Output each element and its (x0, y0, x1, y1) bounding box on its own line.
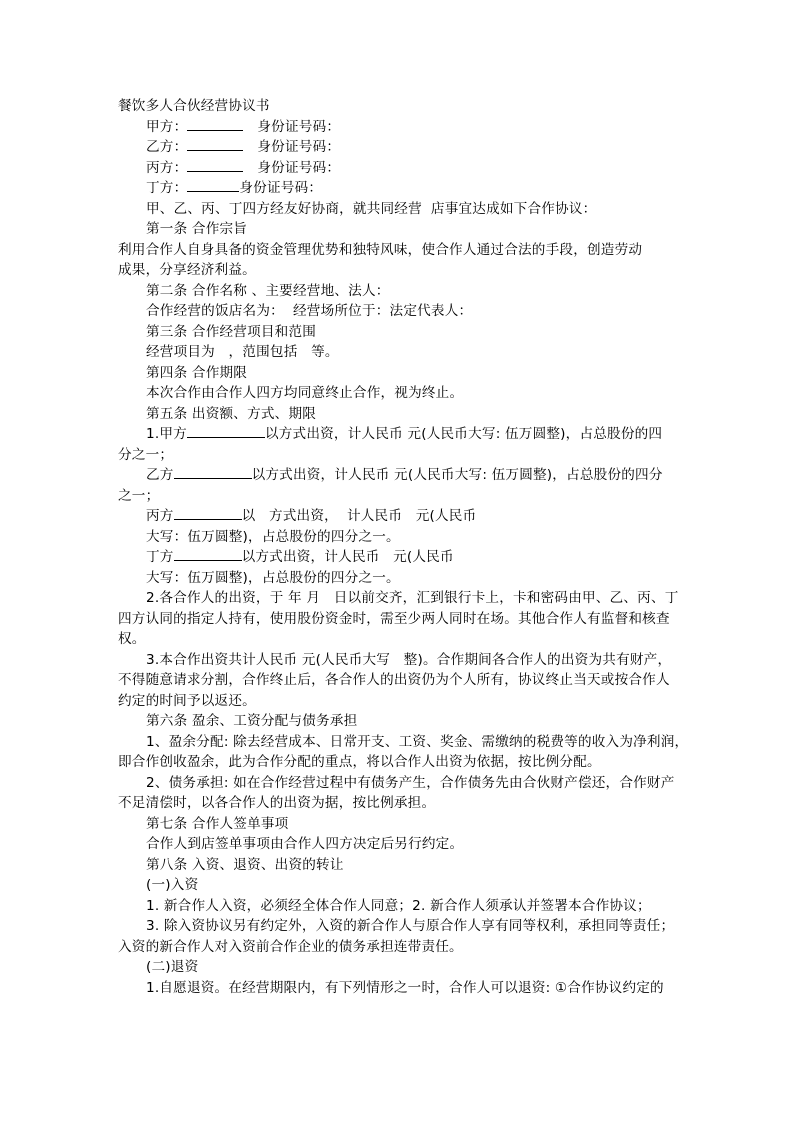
article-5-party-a-prefix: 1.甲方 (146, 426, 187, 442)
article-5-party-d-line-2: 大写：伍万圆整)，占总股份的四分之一。 (146, 569, 400, 586)
article-3-text: 经营项目为 ，范围包括 等。 (146, 344, 339, 360)
article-2-text: 合作经营的饭店名为： 经营场所位于：法定代表人： (146, 303, 473, 319)
party-c-id-label: 身份证号码： (257, 159, 341, 176)
article-1-title: 第一条 合作宗旨 (146, 221, 248, 237)
article-5-party-a-text: 以方式出资，计人民币 元(人民币大写: 伍万圆整)，占总股份的四 (264, 426, 663, 442)
article-8-section-2-heading: (二)退资 (146, 959, 199, 975)
article-5-party-c-text: 以 方式出资， 计人民币 元(人民币 (241, 508, 477, 524)
article-5-party-c-prefix: 丙方 (146, 508, 174, 524)
article-8-section-1-clause-3-line-1: 3. 除入资协议另有约定外，入资的新合作人与原合作人享有同等权利，承担同等责任； (146, 918, 675, 934)
article-7-text: 合作人到店签单事项由合作人四方决定后另行约定。 (146, 836, 464, 852)
article-8-section-1-heading: (一)入资 (146, 877, 199, 893)
article-8-section-1-clause-1: 1. 新合作人入资，必须经全体合作人同意；2. 新合作人须承认并签署本合作协议； (146, 897, 651, 914)
article-6-title: 第六条 盈余、工资分配与债务承担 (146, 713, 358, 729)
party-a-name-blank (187, 117, 243, 131)
article-5-party-b-prefix: 乙方 (146, 467, 174, 483)
article-8-section-1-clause-3-line-2: 入资的新合作人对入资前合作企业的债务承担连带责任。 (118, 938, 463, 955)
party-c-line (118, 158, 688, 179)
article-5-party-c-blank (174, 506, 242, 520)
article-5-clause-2-line-2: 四方认同的指定人持有，使用股份资金时，需至少两人同时在场。其他合作人有监督和核查 (118, 610, 670, 627)
party-b-name-blank (187, 137, 243, 151)
article-5-party-d-text: 以方式出资，计人民币 元(人民币 (241, 549, 454, 565)
article-5-party-d-line (118, 547, 688, 568)
document-title: 餐饮多人合伙经营协议书 (118, 98, 270, 114)
article-5-party-d-blank (174, 547, 242, 561)
article-5-party-a-line-2: 分之一； (118, 446, 174, 463)
party-b-line (118, 137, 688, 158)
article-3-title: 第三条 合作经营项目和范围 (146, 323, 317, 340)
party-b-label: 乙方： (146, 139, 188, 155)
article-5-clause-3-line-3: 约定的时间予以返还。 (118, 692, 256, 709)
article-2-title: 第二条 合作名称 、主要经营地、法人： (146, 282, 390, 299)
article-6-clause-2-line-2: 不足清偿时，以各合作人的出资为据，按比例承担。 (118, 795, 436, 811)
article-5-clause-3-line-2: 不得随意请求分割，合作终止后，各合作人的出资仍为个人所有，协议终止当天或按合作人 (118, 672, 670, 688)
party-a-label: 甲方： (146, 118, 188, 135)
party-d-label: 丁方： (146, 180, 188, 196)
article-4-title: 第四条 合作期限 (146, 364, 248, 381)
article-6-clause-2-line-1: 2、债务承担: 如在合作经营过程中有债务产生，合作债务先由合伙财产偿还，合作财产 (146, 774, 675, 791)
intro-paragraph: 甲、乙、丙、丁四方经友好协商，就共同经营 店事宜达成如下合作协议： (146, 200, 597, 217)
party-a-line (118, 117, 688, 138)
article-5-clause-2-line-3: 权。 (118, 631, 146, 647)
party-b-id-label: 身份证号码： (257, 139, 341, 155)
party-d-id-label: 身份证号码： (239, 180, 323, 196)
article-5-party-b-text: 以方式出资，计人民币 元(人民币大写: 伍万圆整)，占总股份的四分 (251, 467, 663, 483)
article-5-clause-3-line-1: 3.本合作出资共计人民币 元(人民币大写 整)。合作期间各合作人的出资为共有财产， (146, 651, 672, 668)
article-5-title: 第五条 出资额、方式、期限 (146, 405, 317, 422)
party-c-name-blank (187, 158, 243, 172)
party-c-label: 丙方： (146, 159, 188, 176)
article-1-text-line-1: 利用合作人自身具备的资金管理优势和独特风味，使合作人通过合法的手段，创造劳动 (118, 241, 643, 258)
article-8-section-2-clause-1: 1.自愿退资。在经营期限内，有下列情形之一时，合作人可以退资: ①合作协议约定的 (146, 979, 664, 996)
article-5-party-c-line (118, 506, 688, 527)
article-5-party-b-line (118, 465, 688, 486)
article-6-clause-1-line-2: 即合作创收盈余，此为合作分配的重点，将以合作人出资为依据，按比例分配。 (118, 754, 601, 770)
article-5-party-c-line-2: 大写：伍万圆整)，占总股份的四分之一。 (146, 528, 400, 545)
article-8-title: 第八条 入资、退资、出资的转让 (146, 856, 344, 873)
article-5-party-b-line-2: 之一； (118, 487, 160, 504)
party-a-id-label: 身份证号码： (257, 118, 341, 135)
article-5-party-a-blank (187, 424, 265, 438)
article-5-clause-2-line-1: 2.各合作人的出资，于 年 月 日以前交齐，汇到银行卡上，卡和密码由甲、乙、丙、丁 (146, 590, 679, 606)
article-1-text-line-2: 成果，分享经济利益。 (118, 262, 256, 278)
article-5-party-b-blank (174, 465, 252, 479)
article-5-party-a-line (118, 424, 688, 445)
party-d-line (118, 178, 688, 199)
article-4-text: 本次合作由合作人四方均同意终止合作，视为终止。 (146, 385, 464, 401)
party-d-name-blank (187, 178, 239, 192)
article-5-party-d-prefix: 丁方 (146, 549, 174, 565)
document-body (118, 96, 688, 998)
article-7-title: 第七条 合作人签单事项 (146, 815, 289, 832)
article-6-clause-1-line-1: 1、盈余分配: 除去经营成本、日常开支、工资、奖金、需缴纳的税费等的收入为净利润， (146, 733, 689, 750)
